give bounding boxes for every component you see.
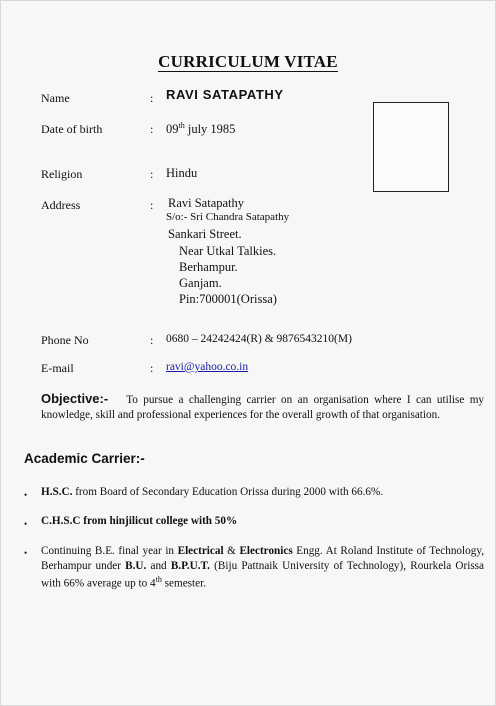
be-text: semester.	[161, 577, 206, 590]
bullet-icon: •	[24, 490, 28, 500]
religion-value: Hindu	[166, 166, 198, 180]
academic-item-be	[41, 544, 484, 591]
religion-colon: :	[150, 167, 154, 181]
document-title: CURRICULUM VITAE	[158, 52, 338, 71]
email-colon: :	[150, 361, 154, 375]
email-label: E-mail	[41, 361, 74, 375]
phone-colon: :	[150, 333, 154, 347]
dob-day: 09	[166, 122, 179, 137]
be-strong: Electrical	[177, 545, 224, 557]
address-colon: :	[150, 198, 154, 212]
objective-section	[41, 392, 484, 422]
religion-label: Religion	[41, 167, 83, 181]
dob-label: Date of birth	[41, 122, 103, 136]
dob-colon: :	[150, 122, 154, 136]
name-value: RAVI SATAPATHY	[166, 87, 284, 102]
academic-heading: Academic Carrier:-	[24, 451, 145, 466]
address-line: Near Utkal Talkies.	[179, 244, 277, 258]
address-line: Pin:700001(Orissa)	[179, 292, 277, 306]
phone-label: Phone No	[41, 333, 89, 347]
be-strong: Electronics	[239, 545, 293, 557]
address-line: Ganjam.	[179, 276, 222, 290]
academic-item-chsc: C.H.S.C from hinjilicut college with 50%	[41, 515, 238, 527]
address-line: Berhampur.	[179, 260, 238, 274]
be-sup: th	[155, 575, 162, 584]
address-line: S/o:- Sri Chandra Satapathy	[166, 211, 290, 223]
be-text: Engg. At Roland Institute of Technology, Berhampur under	[41, 545, 484, 572]
hsc-text: from Board of Secondary Education Orissa during 2000 with 66.6%.	[72, 486, 384, 498]
name-colon: :	[150, 91, 154, 105]
photo-box	[373, 102, 449, 192]
be-strong: B.U.	[125, 559, 147, 572]
dob-rest: july 1985	[184, 122, 236, 137]
name-label: Name	[41, 91, 70, 105]
address-line: Sankari Street.	[168, 227, 242, 241]
academic-item-hsc	[41, 485, 484, 500]
be-text: and	[146, 559, 171, 572]
dob-suffix: th	[178, 121, 185, 130]
hsc-strong: H.S.C.	[41, 486, 73, 498]
address-line: Ravi Satapathy	[168, 196, 245, 210]
address-label: Address	[41, 198, 81, 212]
dob-value	[166, 121, 235, 137]
bullet-icon: •	[24, 548, 28, 558]
email-link[interactable]: ravi@yahoo.co.in	[166, 361, 249, 373]
be-text: (Biju Pattnaik University of Technology), Rourkela Orissa with 66% average up to 4	[41, 559, 484, 590]
phone-value: 0680 – 24242424(R) & 9876543210(M)	[166, 333, 352, 345]
be-text: Continuing B.E. final year in	[41, 545, 178, 557]
be-strong: B.P.U.T.	[170, 559, 210, 572]
bullet-icon: •	[24, 519, 28, 529]
objective-heading: Objective:-	[41, 391, 109, 406]
objective-text: To pursue a challenging carrier on an organisation where I can utilise my knowledge, skill and professional experiences for the overall growth of that organisation.	[41, 394, 484, 421]
be-text: &	[223, 545, 240, 557]
